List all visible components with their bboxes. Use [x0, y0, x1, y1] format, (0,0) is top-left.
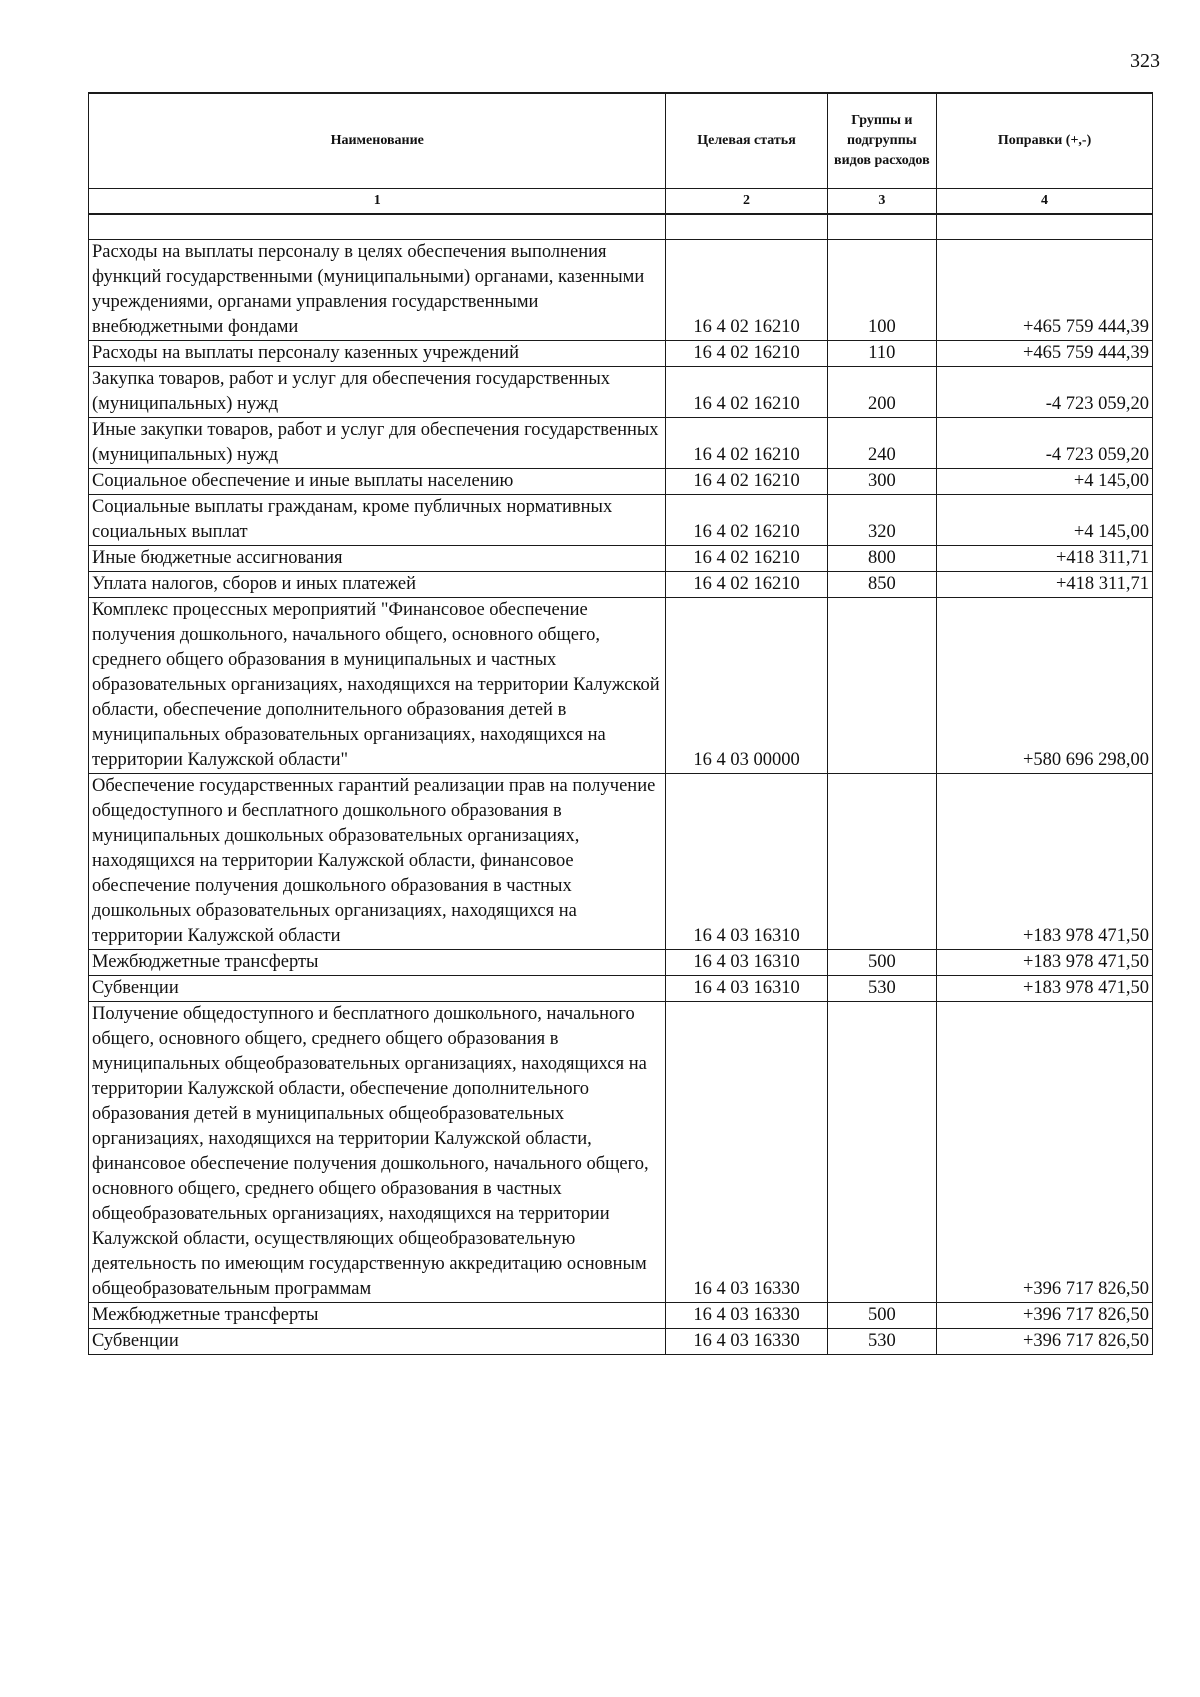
table-row [89, 1329, 1153, 1355]
header-amount: Поправки (+,-) [937, 93, 1153, 189]
row-name: Межбюджетные трансферты [89, 1303, 666, 1329]
table-row [89, 774, 1153, 950]
row-code: 16 4 02 16210 [666, 495, 827, 546]
row-name: Закупка товаров, работ и услуг для обеспечения государственных (муниципальных) нужд [89, 367, 666, 418]
header-row [89, 93, 1153, 189]
row-code: 16 4 03 16330 [666, 1303, 827, 1329]
column-number: 4 [937, 189, 1153, 215]
table-row [89, 240, 1153, 341]
column-number: 3 [827, 189, 937, 215]
row-name: Расходы на выплаты персоналу казенных учреждений [89, 341, 666, 367]
budget-table [88, 92, 1153, 1355]
row-code: 16 4 02 16210 [666, 469, 827, 495]
table-row [89, 418, 1153, 469]
row-group: 110 [827, 341, 937, 367]
spacer-row [89, 214, 1153, 240]
row-amount: -4 723 059,20 [937, 367, 1153, 418]
row-name: Социальное обеспечение и иные выплаты населению [89, 469, 666, 495]
row-code: 16 4 03 16310 [666, 976, 827, 1002]
row-group: 500 [827, 950, 937, 976]
row-name: Обеспечение государственных гарантий реализации прав на получение общедоступного и бесплатного дошкольного образования в муниципальных дошкольных образовательных организациях, находящихся на территории Калужской области, финансовое обеспечение получения дошкольного образования в частных дошкольных образовательных организациях, находящихся на территории Калужской области [89, 774, 666, 950]
row-name: Субвенции [89, 1329, 666, 1355]
table-row [89, 572, 1153, 598]
row-code: 16 4 02 16210 [666, 240, 827, 341]
row-code: 16 4 03 16330 [666, 1329, 827, 1355]
row-amount: +4 145,00 [937, 469, 1153, 495]
table-row [89, 950, 1153, 976]
row-group: 530 [827, 976, 937, 1002]
row-code: 16 4 03 16330 [666, 1002, 827, 1303]
page-number: 323 [1130, 50, 1160, 72]
row-code: 16 4 02 16210 [666, 418, 827, 469]
row-name: Комплекс процессных мероприятий "Финансовое обеспечение получения дошкольного, начального общего, основного общего, среднего общего образования в муниципальных и частных образовательных организациях, находящихся на территории Калужской области, обеспечение дополнительного образования детей в муниципальных образовательных организациях, находящихся на территории Калужской области" [89, 598, 666, 774]
table-row [89, 1002, 1153, 1303]
row-name: Иные закупки товаров, работ и услуг для обеспечения государственных (муниципальных) нужд [89, 418, 666, 469]
row-group [827, 598, 937, 774]
row-code: 16 4 03 16310 [666, 950, 827, 976]
row-group: 200 [827, 367, 937, 418]
row-amount: +183 978 471,50 [937, 976, 1153, 1002]
row-code: 16 4 02 16210 [666, 572, 827, 598]
row-code: 16 4 02 16210 [666, 341, 827, 367]
row-name: Социальные выплаты гражданам, кроме публичных нормативных социальных выплат [89, 495, 666, 546]
row-group: 850 [827, 572, 937, 598]
row-group: 800 [827, 546, 937, 572]
column-number: 1 [89, 189, 666, 215]
table-row [89, 976, 1153, 1002]
column-number: 2 [666, 189, 827, 215]
row-amount: -4 723 059,20 [937, 418, 1153, 469]
table-row [89, 546, 1153, 572]
header-target: Целевая статья [666, 93, 827, 189]
row-code: 16 4 02 16210 [666, 367, 827, 418]
row-code: 16 4 03 00000 [666, 598, 827, 774]
budget-sheet [88, 92, 1153, 1355]
table-row [89, 598, 1153, 774]
row-group [827, 774, 937, 950]
row-group [827, 1002, 937, 1303]
header-group: Группы и подгруппы видов расходов [827, 93, 937, 189]
row-code: 16 4 03 16310 [666, 774, 827, 950]
row-code: 16 4 02 16210 [666, 546, 827, 572]
row-amount: +396 717 826,50 [937, 1303, 1153, 1329]
row-name: Расходы на выплаты персоналу в целях обеспечения выполнения функций государственными (муниципальными) органами, казенными учреждениями, органами управления государственными внебюджетными фондами [89, 240, 666, 341]
table-row [89, 341, 1153, 367]
table-row [89, 495, 1153, 546]
row-amount: +580 696 298,00 [937, 598, 1153, 774]
table-row [89, 367, 1153, 418]
row-amount: +4 145,00 [937, 495, 1153, 546]
row-amount: +183 978 471,50 [937, 774, 1153, 950]
row-amount: +396 717 826,50 [937, 1329, 1153, 1355]
table-row [89, 469, 1153, 495]
row-amount: +396 717 826,50 [937, 1002, 1153, 1303]
row-group: 300 [827, 469, 937, 495]
row-amount: +465 759 444,39 [937, 341, 1153, 367]
table-row [89, 1303, 1153, 1329]
row-name: Уплата налогов, сборов и иных платежей [89, 572, 666, 598]
row-name: Межбюджетные трансферты [89, 950, 666, 976]
row-amount: +183 978 471,50 [937, 950, 1153, 976]
row-group: 240 [827, 418, 937, 469]
row-group: 100 [827, 240, 937, 341]
header-name: Наименование [89, 93, 666, 189]
row-name: Получение общедоступного и бесплатного дошкольного, начального общего, основного общего, среднего общего образования в муниципальных общеобразовательных организациях, находящихся на территории Калужской области, обеспечение дополнительного образования детей в муниципальных общеобразовательных организациях, находящихся на территории Калужской области, финансовое обеспечение получения дошкольного, начального общего, основного общего, среднего общего образования в частных общеобразовательных организациях, находящихся на территории Калужской области, осуществляющих общеобразовательную деятельность по имеющим государственную аккредитацию основным общеобразовательным программам [89, 1002, 666, 1303]
row-amount: +418 311,71 [937, 546, 1153, 572]
row-amount: +465 759 444,39 [937, 240, 1153, 341]
row-group: 530 [827, 1329, 937, 1355]
column-numbers-row [89, 189, 1153, 215]
row-group: 500 [827, 1303, 937, 1329]
row-name: Иные бюджетные ассигнования [89, 546, 666, 572]
row-name: Субвенции [89, 976, 666, 1002]
row-group: 320 [827, 495, 937, 546]
row-amount: +418 311,71 [937, 572, 1153, 598]
